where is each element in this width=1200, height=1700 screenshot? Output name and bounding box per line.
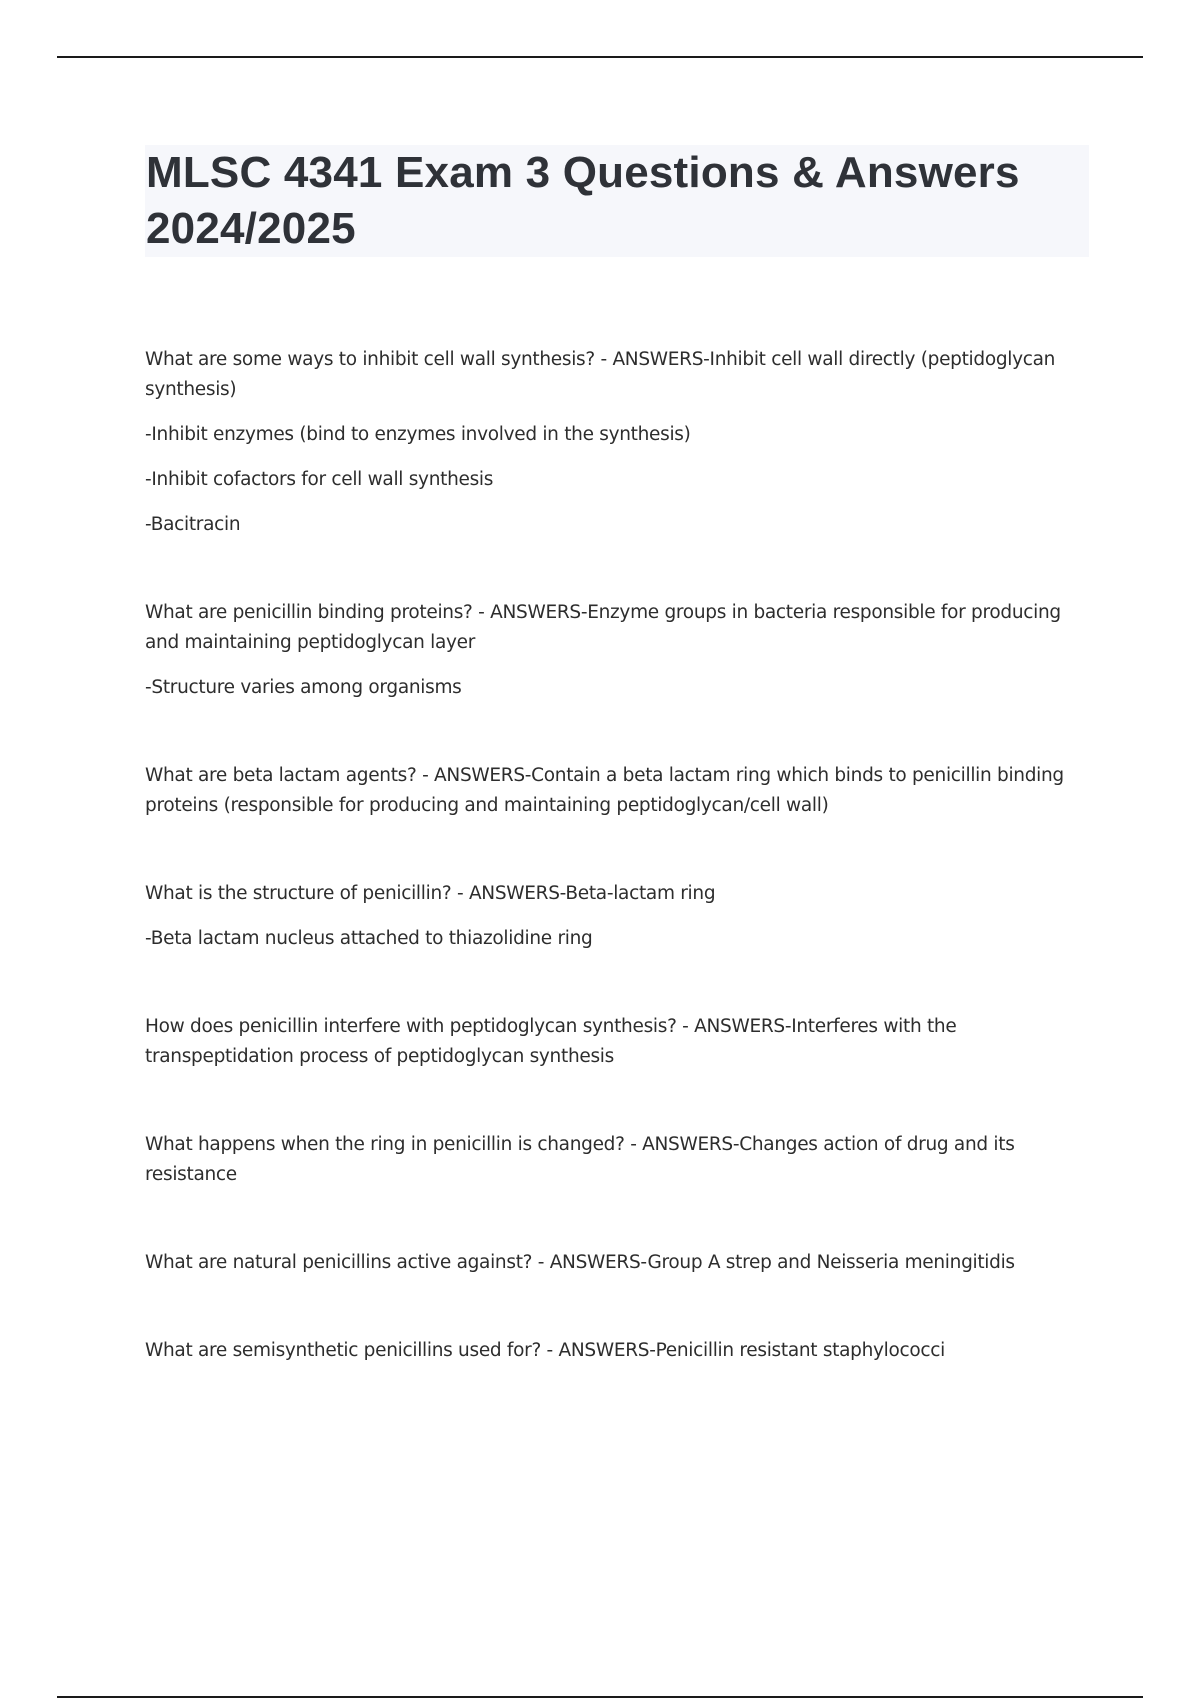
qa-question: What are natural penicillins active against? - ANSWERS-Group A strep and Neisseria meningitidis bbox=[145, 1252, 1015, 1273]
qa-item bbox=[145, 1336, 1075, 1366]
qa-detail: -Beta lactam nucleus attached to thiazolidine ring bbox=[145, 928, 593, 949]
qa-question: What is the structure of penicillin? - ANSWERS-Beta-lactam ring bbox=[145, 883, 716, 904]
top-rule bbox=[57, 56, 1143, 58]
qa-detail: -Inhibit enzymes (bind to enzymes involved in the synthesis) bbox=[145, 424, 691, 445]
qa-item bbox=[145, 345, 1075, 540]
document-title: MLSC 4341 Exam 3 Questions & Answers 2024/2025 bbox=[146, 148, 1020, 253]
bottom-rule bbox=[57, 1696, 1143, 1698]
qa-question: What are beta lactam agents? - ANSWERS-Contain a beta lactam ring which binds to penicillin binding proteins (responsible for producing and maintaining peptidoglycan/cell wall) bbox=[145, 765, 1064, 816]
title-box bbox=[145, 145, 1089, 257]
qa-item bbox=[145, 761, 1075, 821]
qa-detail: -Bacitracin bbox=[145, 514, 241, 535]
qa-detail: -Structure varies among organisms bbox=[145, 677, 462, 698]
qa-item bbox=[145, 1012, 1075, 1072]
qa-item bbox=[145, 1130, 1075, 1190]
qa-question: What are semisynthetic penicillins used for? - ANSWERS-Penicillin resistant staphylococci bbox=[145, 1340, 946, 1361]
qa-question: What happens when the ring in penicillin is changed? - ANSWERS-Changes action of drug and its resistance bbox=[145, 1134, 1015, 1185]
qa-question: What are penicillin binding proteins? - ANSWERS-Enzyme groups in bacteria responsible for producing and maintaining peptidoglycan layer bbox=[145, 602, 1061, 653]
qa-item bbox=[145, 1248, 1075, 1278]
qa-question: What are some ways to inhibit cell wall synthesis? - ANSWERS-Inhibit cell wall directly (peptidoglycan synthesis) bbox=[145, 349, 1056, 400]
qa-detail: -Inhibit cofactors for cell wall synthesis bbox=[145, 469, 494, 490]
qa-question: How does penicillin interfere with peptidoglycan synthesis? - ANSWERS-Interferes with the transpeptidation process of peptidoglycan synthesis bbox=[145, 1016, 957, 1067]
qa-item bbox=[145, 598, 1075, 703]
qa-list bbox=[145, 345, 1075, 1424]
qa-item bbox=[145, 879, 1075, 954]
